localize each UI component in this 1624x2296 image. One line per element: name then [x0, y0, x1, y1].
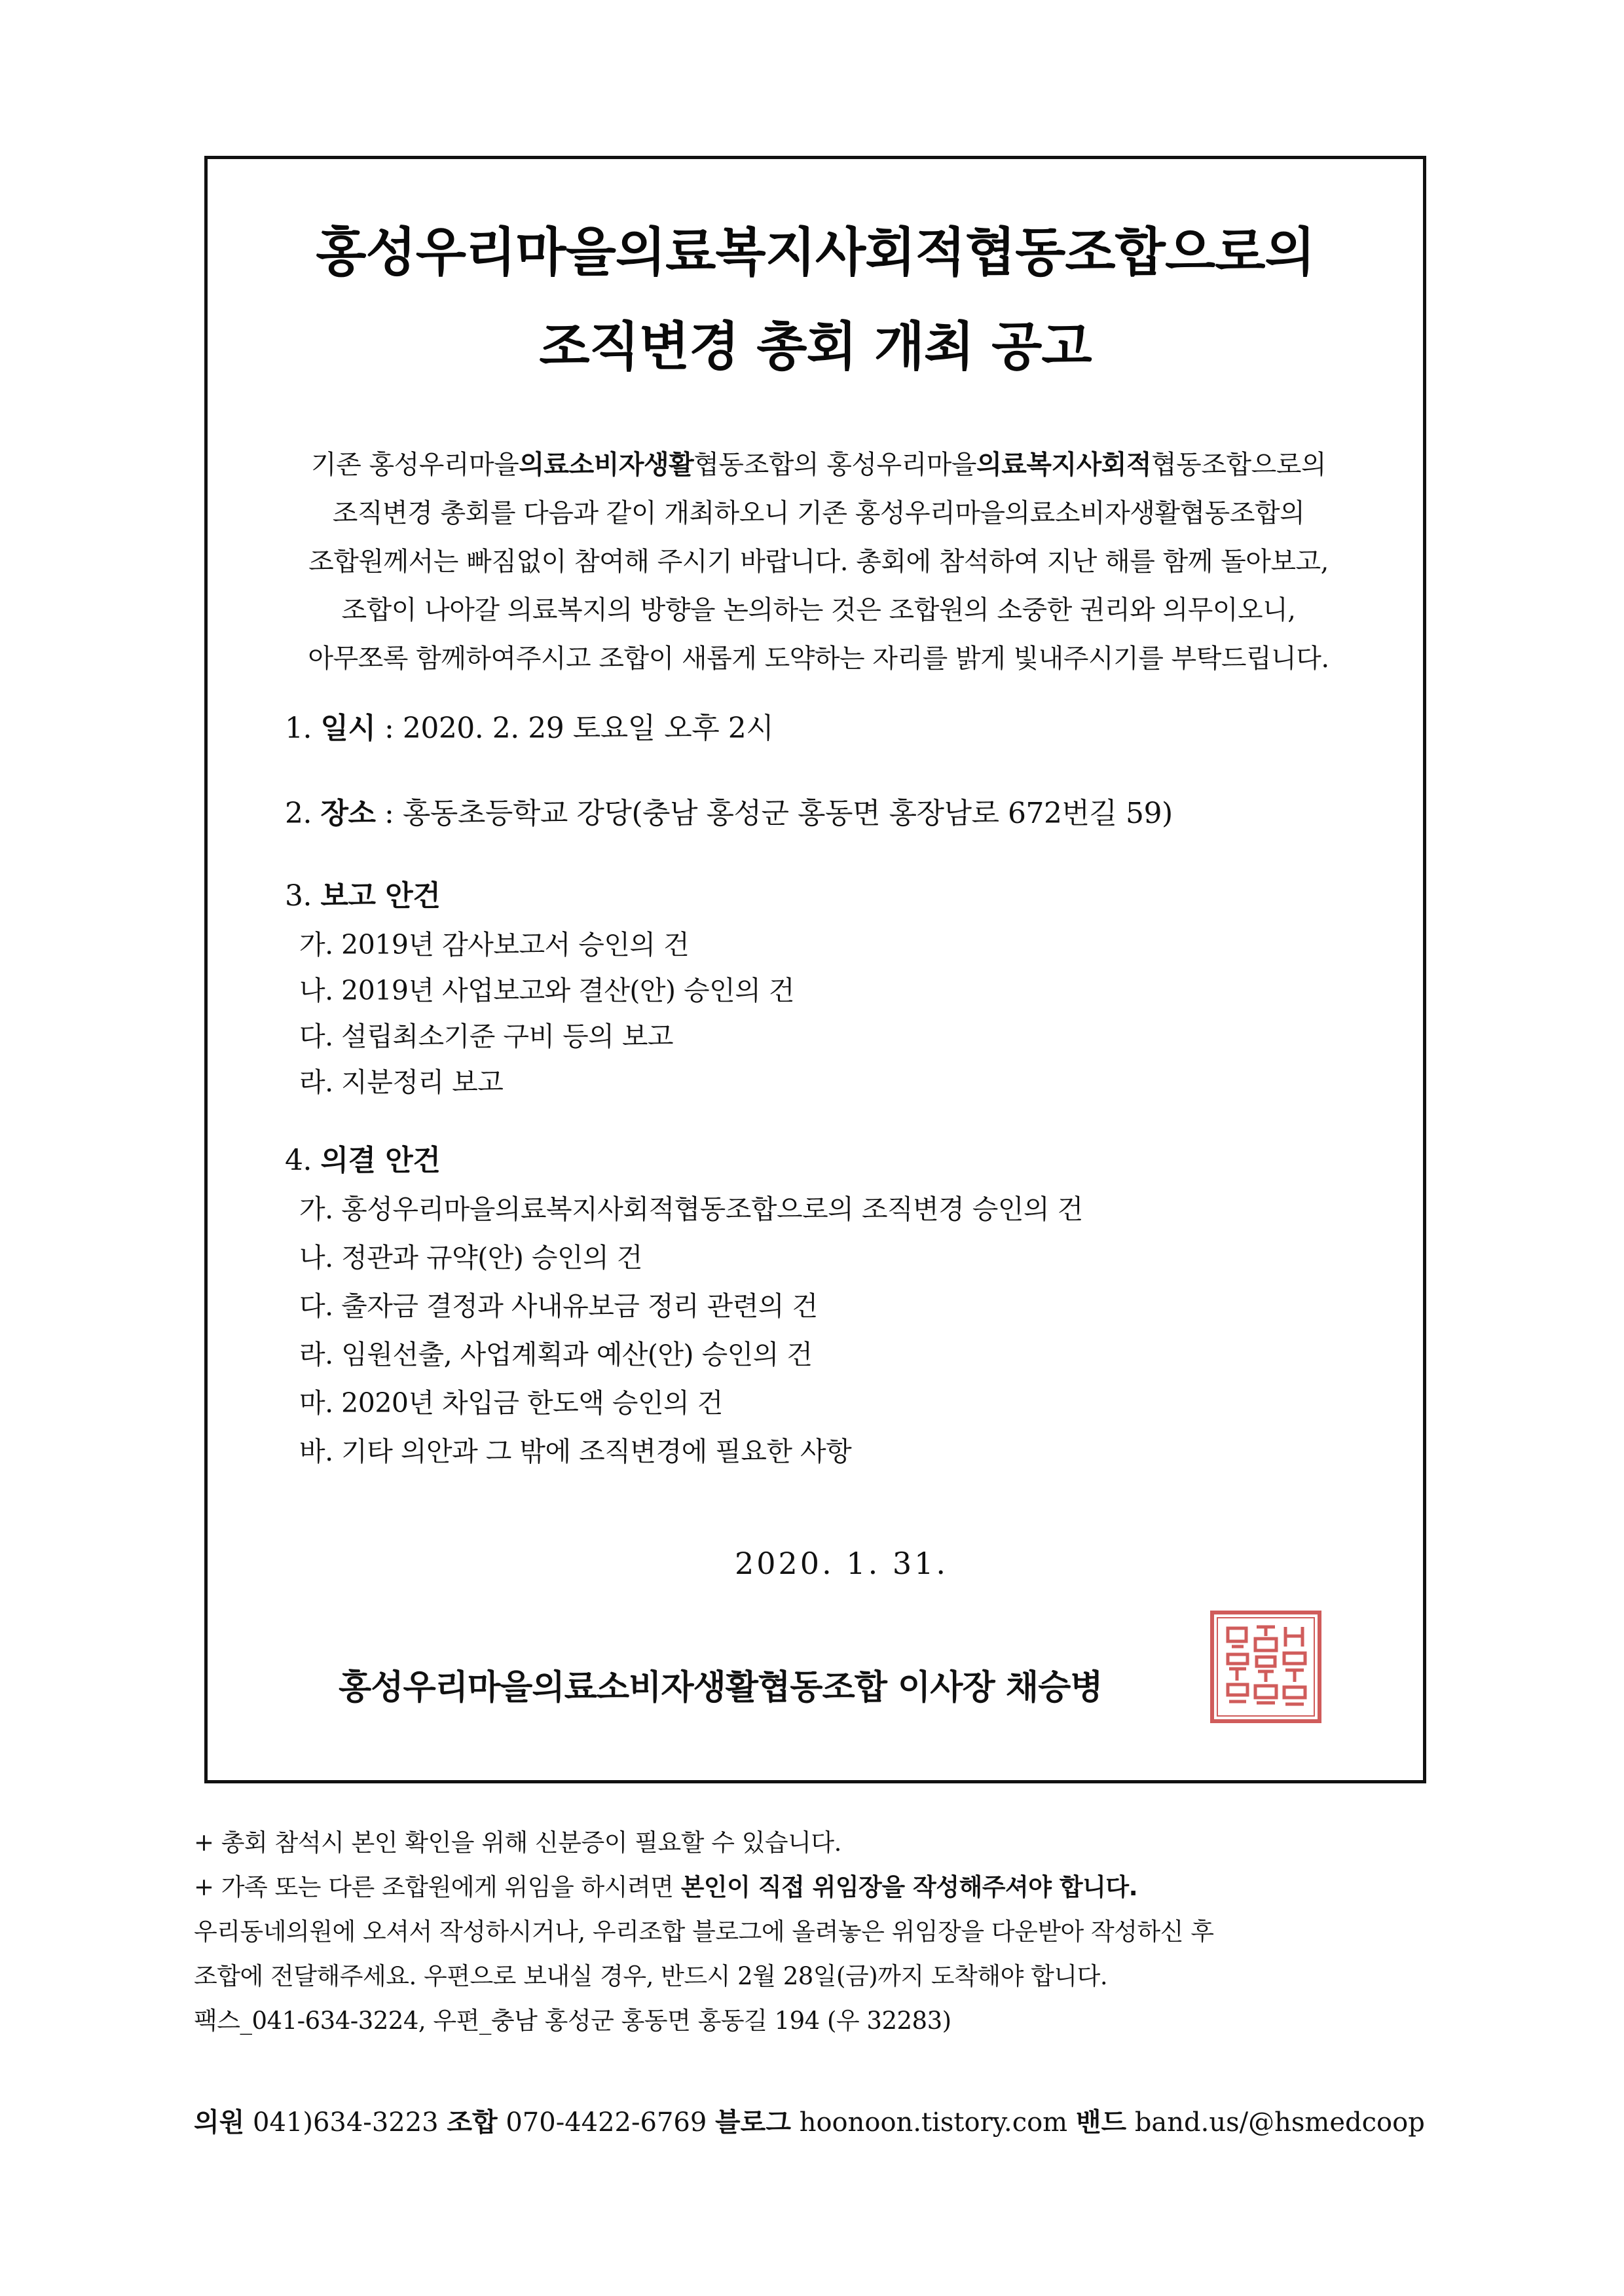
band-link[interactable]: band.us/@hsmedcoop [1134, 2107, 1425, 2138]
agenda-item: 마. 2020년 차입금 한도액 승인의 건 [299, 1387, 723, 1419]
agenda-item: 나. 2019년 사업보고와 결산(안) 승인의 건 [299, 975, 795, 1006]
agenda-item: 다. 출자금 결정과 사내유보금 정리 관련의 건 [299, 1290, 818, 1322]
intro-text: 협동조합의 홍성우리마을 [693, 450, 977, 480]
intro-paragraph [247, 441, 1390, 683]
intro-emphasis-old: 의료소비자생활 [519, 450, 694, 480]
signature-line: 홍성우리마을의료소비자생활협동조합 이사장 채승병 [339, 1668, 1103, 1707]
item-place [285, 794, 1173, 833]
intro-line-4: 조합이 나아갈 의료복지의 방향을 논의하는 것은 조합원의 소중한 권리와 의무이오니, [341, 595, 1296, 625]
item-number: 4. [285, 1144, 312, 1177]
contact-label: 블로그 [715, 2107, 791, 2138]
item-label: 장소 [320, 797, 376, 830]
agenda-item: 가. 2019년 감사보고서 승인의 건 [299, 929, 690, 960]
agenda-item: 라. 임원선출, 사업계획과 예산(안) 승인의 건 [299, 1339, 813, 1370]
notice-box [204, 156, 1426, 1783]
intro-line-1 [247, 441, 1390, 489]
contact-line [194, 2102, 1425, 2139]
title-line-2: 조직변경 총회 개최 공고 [539, 316, 1092, 377]
intro-line-2: 조직변경 총회를 다음과 같이 개최하오니 기존 홍성우리마을의료소비자생활협동조합의 [332, 498, 1305, 528]
intro-line-5: 아무쪼록 함께하여주시고 조합이 새롭게 도약하는 자리를 밝게 빛내주시기를 부탁드립니다. [308, 644, 1329, 674]
footnote-text: + 가족 또는 다른 조합원에게 위임을 하시려면 [194, 1873, 681, 1901]
coop-phone: 070-4422-6769 [506, 2107, 707, 2138]
intro-text: 협동조합으로의 [1151, 450, 1327, 480]
item-report-agenda [285, 877, 440, 916]
contact-label: 조합 [447, 2107, 498, 2138]
contact-label: 의원 [194, 2107, 245, 2138]
footnote-proxy [194, 1867, 1137, 1903]
item-number: 1. [285, 712, 312, 745]
notice-date: 2020. 1. 31. [735, 1546, 948, 1581]
item-resolution-agenda [285, 1141, 440, 1180]
title-line-1: 홍성우리마을의료복지사회적협동조합으로의 [316, 222, 1315, 283]
agenda-item: 나. 정관과 규약(안) 승인의 건 [299, 1242, 642, 1273]
clinic-phone: 041)634-3223 [253, 2107, 439, 2138]
footnote-emphasis: 본인이 직접 위임장을 작성해주셔야 합니다. [680, 1873, 1138, 1901]
intro-emphasis-new: 의료복지사회적 [976, 450, 1152, 480]
item-date [285, 709, 773, 748]
footnote-mail-deadline: 조합에 전달해주세요. 우편으로 보내실 경우, 반드시 2월 28일(금)까지 도착해야 합니다. [194, 1962, 1108, 1990]
footnote-id-required: + 총회 참석시 본인 확인을 위해 신분증이 필요할 수 있습니다. [194, 1829, 841, 1857]
item-value: 2020. 2. 29 토요일 오후 2시 [402, 712, 774, 745]
agenda-item: 바. 기타 의안과 그 밖에 조직변경에 필요한 사항 [299, 1436, 852, 1467]
blog-link[interactable]: hoonoon.tistory.com [799, 2107, 1068, 2138]
item-number: 3. [285, 879, 312, 913]
item-label: 의결 안건 [320, 1144, 441, 1177]
official-seal-stamp [1208, 1609, 1323, 1725]
item-number: 2. [285, 797, 312, 830]
intro-text: 기존 홍성우리마을 [310, 450, 519, 480]
footnote-fax-address: 팩스_041-634-3224, 우편_충남 홍성군 홍동면 홍동길 194 (우 32283) [194, 2007, 951, 2035]
agenda-item: 가. 홍성우리마을의료복지사회적협동조합으로의 조직변경 승인의 건 [299, 1194, 1083, 1225]
contact-label: 밴드 [1075, 2107, 1127, 2138]
item-value: 홍동초등학교 강당(충남 홍성군 홍동면 홍장남로 672번길 59) [402, 797, 1173, 830]
agenda-item: 다. 설립최소기준 구비 등의 보고 [299, 1021, 674, 1052]
agenda-item: 라. 지분정리 보고 [299, 1066, 504, 1098]
footnote-proxy-how: 우리동네의원에 오셔서 작성하시거나, 우리조합 블로그에 올려놓은 위임장을 다운받아 작성하신 후 [194, 1918, 1214, 1946]
item-separator: : [384, 712, 394, 745]
item-label: 보고 안건 [320, 879, 441, 913]
item-separator: : [384, 797, 394, 830]
item-label: 일시 [320, 712, 376, 745]
intro-line-3: 조합원께서는 빠짐없이 참여해 주시기 바랍니다. 총회에 참석하여 지난 해를 함께 돌아보고, [308, 547, 1329, 577]
